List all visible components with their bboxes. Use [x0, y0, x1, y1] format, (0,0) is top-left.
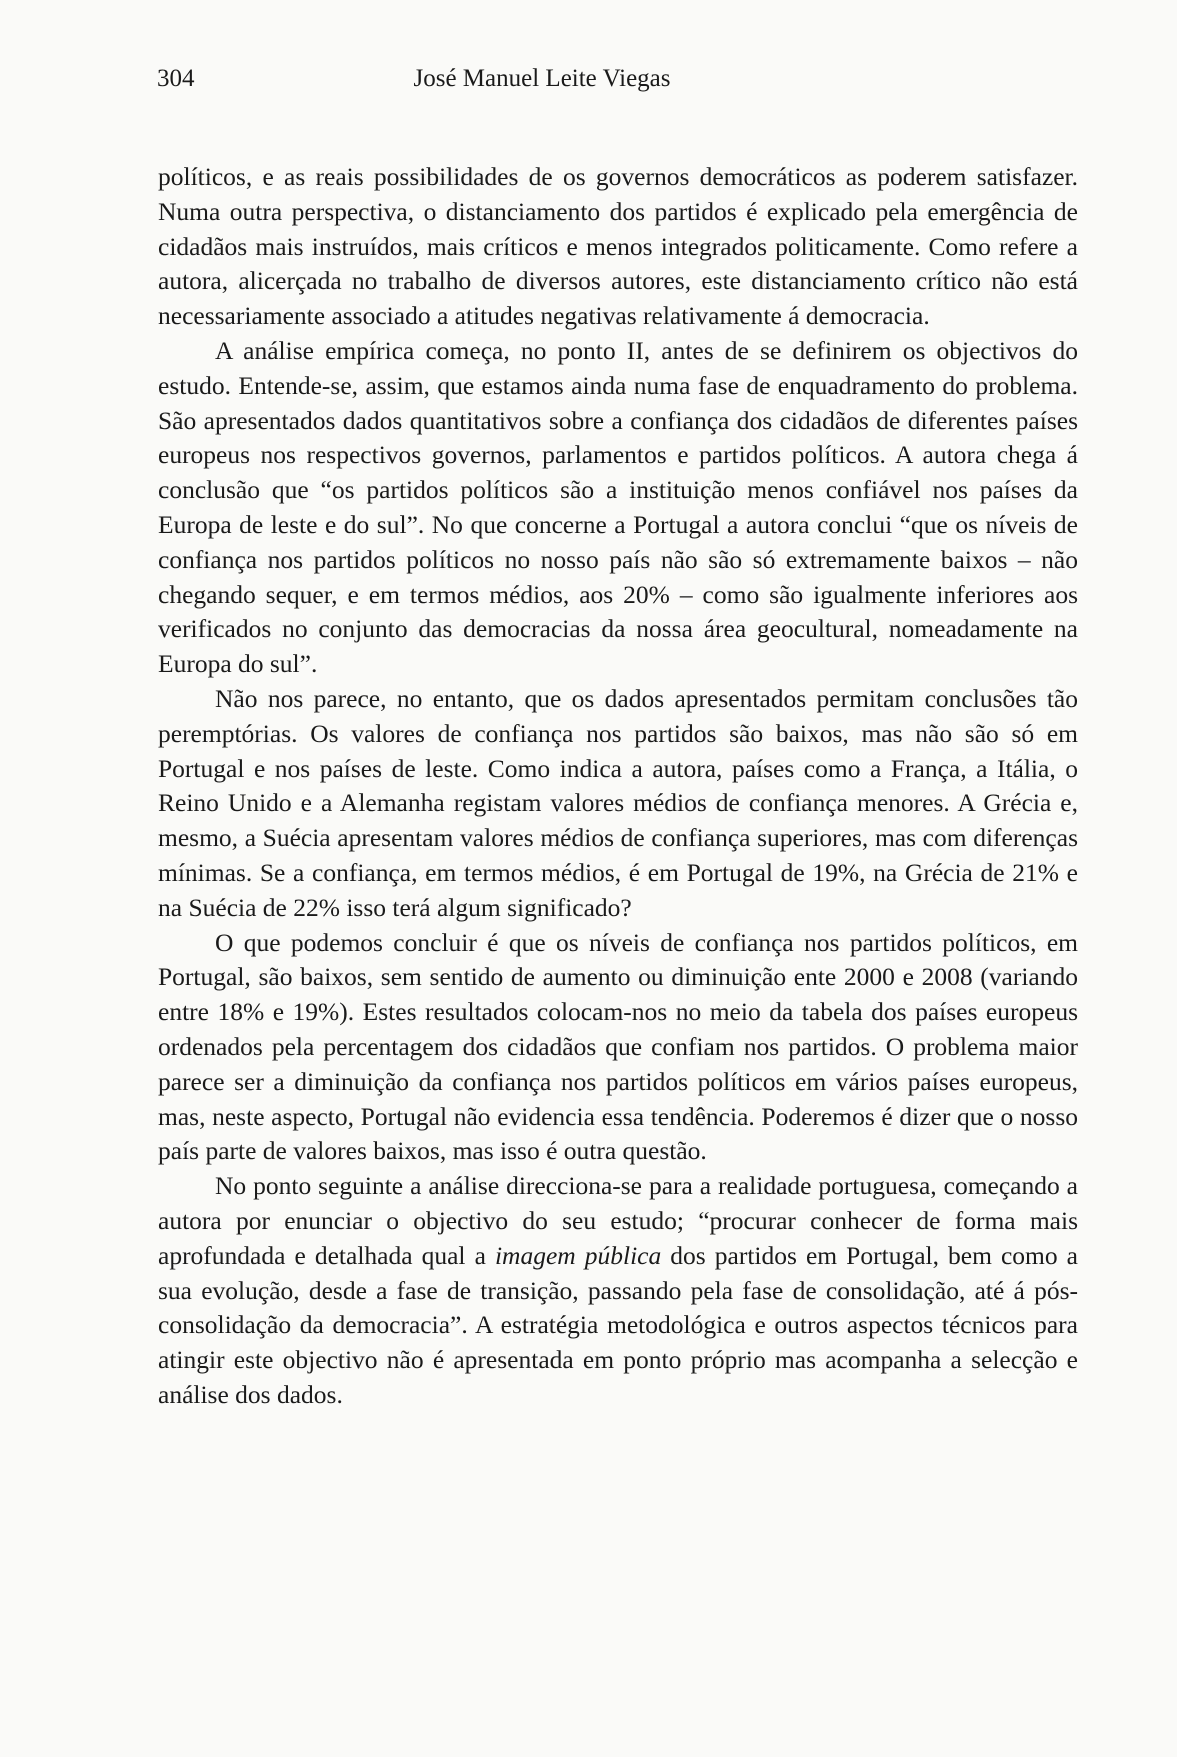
paragraph-4: O que podemos concluir é que os níveis de confiança nos partidos políticos, em Portugal, são baixos, sem sentido de aumento ou diminuição ente 2000 e 2008 (variando entre 18% e 19%). Estes resultados colocam-nos no meio da tabela dos países europeus ordenados pela percentagem dos cidadãos que confiam nos partidos. O problema maior parece ser a diminuição da confiança nos partidos políticos em vários países europeus, mas, neste aspecto, Portugal não evidencia essa tendência. Poderemos é dizer que o nosso país parte de valores baixos, mas isso é outra questão.: [158, 927, 1078, 1166]
paragraph-5-text-end: dos partidos em Portugal, bem como a sua evolução, desde a fase de transição, passando pela fase de consolidação, até á pós-consolidação da democracia”. A estratégia metodológica e outros aspectos técnicos para atingir este objectivo não é apresentada em ponto próprio mas acompanha a selecção e análise dos dados.: [158, 1240, 1079, 1409]
body-text: [158, 160, 1078, 1413]
paragraph-1: políticos, e as reais possibilidades de os governos democráticos as poderem satisfazer. Numa outra perspectiva, o distanciamento dos partidos é explicado pela emergência de cidadãos mais instruídos, mais críticos e menos integrados politicamente. Como refere a autora, alicerçada no trabalho de diversos autores, este distanciamento crítico não está necessariamente associado a atitudes negativas relativamente á democracia.: [158, 162, 1078, 331]
paragraph-5-text-start: No ponto seguinte a análise direcciona-se para a realidade portuguesa, começando a autora por enunciar o objectivo do seu estudo; “procurar conhecer de forma mais aprofundada e detalhada qual a: [158, 1171, 1078, 1270]
paragraph-5: [158, 1169, 1078, 1413]
running-title: José Manuel Leite Viegas: [413, 65, 671, 92]
italic-phrase: imagem pública: [494, 1240, 662, 1270]
paragraph-3: Não nos parece, no entanto, que os dados apresentados permitam conclusões tão peremptórias. Os valores de confiança nos partidos são baixos, mas não são só em Portugal e nos países de leste. Como indica a autora, países como a França, a Itália, o Reino Unido e a Alemanha registam valores médios de confiança menores. A Grécia e, mesmo, a Suécia apresentam valores médios de confiança superiores, mas com diferenças mínimas. Se a confiança, em termos médios, é em Portugal de 19%, na Grécia de 21% e na Suécia de 22% isso terá algum significado?: [158, 683, 1078, 922]
paragraph-2: A análise empírica começa, no ponto II, antes de se definirem os objectivos do estudo. Entende-se, assim, que estamos ainda numa fase de enquadramento do problema. São apresentados dados quantitativos sobre a confiança dos cidadãos de diferentes países europeus nos respectivos governos, parlamentos e partidos políticos. A autora chega á conclusão que “os partidos políticos são a instituição menos confiável nos países da Europa de leste e do sul”. No que concerne a Portugal a autora conclui “que os níveis de confiança nos partidos políticos no nosso país não são só extremamente baixos – não chegando sequer, e em termos médios, aos 20% – como são igualmente inferiores aos verificados no conjunto das democracias da nossa área geocultural, nomeadamente na Europa do sul”.: [158, 335, 1078, 679]
running-head: [157, 62, 1080, 96]
page-number: 304: [157, 65, 195, 92]
